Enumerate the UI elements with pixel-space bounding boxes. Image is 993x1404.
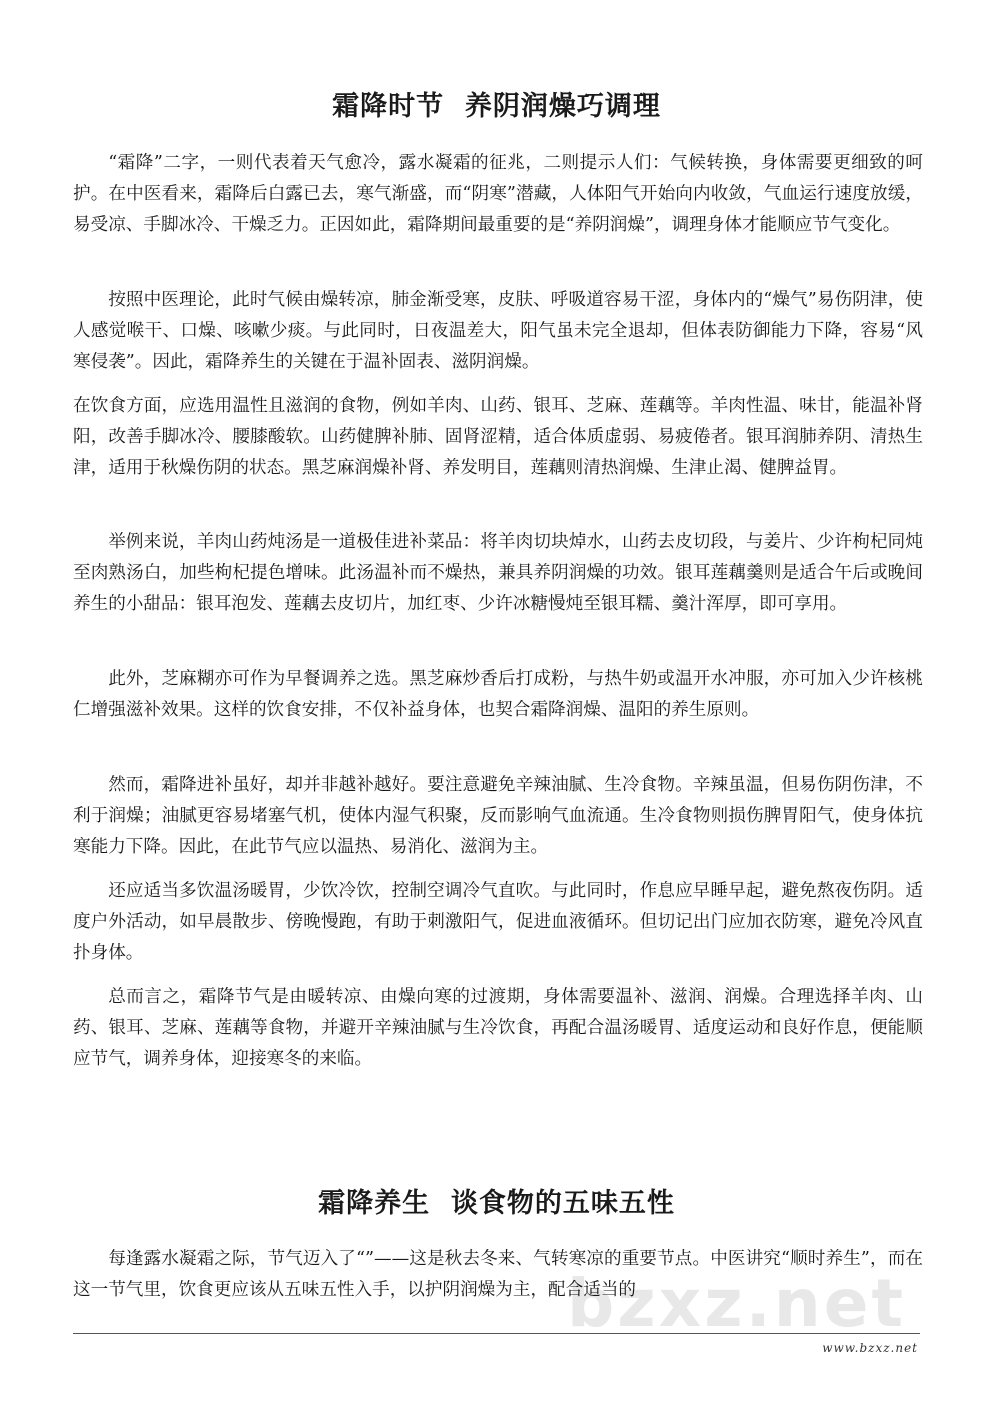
article-paragraph: 然而，霜降进补虽好，却并非越补越好。要注意避免辛辣油腻、生冷食物。辛辣虽温，但易伤阴伤津，不利于润燥；油腻更容易堵塞气机，使体内湿气积聚，反而影响气血流通。生冷食物则损伤脾胃阳气，使身体抗寒能力下降。因此，在此节气应以温热、易消化、滋润为主。 [73,775,923,857]
article-paragraph: 总而言之，霜降节气是由暖转凉、由燥向寒的过渡期，身体需要温补、滋润、润燥。合理选择羊肉、山药、银耳、芝麻、莲藕等食物，并避开辛辣油腻与生冷饮食，再配合温汤暖胃、适度运动和良好作息，便能顺应节气，调养身体，迎接寒冬的来临。 [73,987,923,1069]
article-paragraph: “霜降”二字，一则代表着天气愈冷，露水凝霜的征兆，二则提示人们：气候转换，身体需要更细致的呵护。在中医看来，霜降后白露已去，寒气渐盛，而“阴寒”潜藏，人体阳气开始向内收敛，气血运行速度放缓，易受凉、手脚冰冷、干燥乏力。正因如此，霜降期间最重要的是“养阴润燥”，调理身体才能顺应节气变化。 [73,153,923,235]
article-paragraph: 在饮食方面，应选用温性且滋润的食物，例如羊肉、山药、银耳、芝麻、莲藕等。羊肉性温、味甘，能温补肾阳，改善手脚冰冷、腰膝酸软。山药健脾补肺、固肾涩精，适合体质虚弱、易疲倦者。银耳润肺养阴、清热生津，适用于秋燥伤阴的状态。黑芝麻润燥补肾、养发明目，莲藕则清热润燥、生津止渴、健脾益胃。 [73,396,923,478]
article-paragraph: 举例来说，羊肉山药炖汤是一道极佳进补菜品：将羊肉切块焯水，山药去皮切段，与姜片、少许枸杞同炖至肉熟汤白，加些枸杞提色增味。此汤温补而不燥热，兼具养阴润燥的功效。银耳莲藕羹则是适合午后或晚间养生的小甜品：银耳泡发、莲藕去皮切片，加红枣、少许冰糖慢炖至银耳糯、羹汁浑厚，即可享用。 [73,532,923,614]
article-title-2: 霜降养生 谈食物的五味五性 [318,1188,675,1219]
article-title: 霜降时节 养阴润燥巧调理 [332,91,661,122]
article-paragraph: 每逢露水凝霜之际，节气迈入了“”——这是秋去冬来、气转寒凉的重要节点。中医讲究“顺时养生”，而在这一节气里，饮食更应该从五味五性入手，以护阴润燥为主，配合适当的 [73,1249,923,1300]
article-paragraph: 此外，芝麻糊亦可作为早餐调养之选。黑芝麻炒香后打成粉，与热牛奶或温开水冲服，亦可加入少许核桃仁增强滋补效果。这样的饮食安排，不仅补益身体，也契合霜降润燥、温阳的养生原则。 [73,669,923,720]
article-paragraph: 还应适当多饮温汤暖胃，少饮冷饮，控制空调冷气直吹。与此同时，作息应早睡早起，避免熬夜伤阴。适度户外活动，如早晨散步、傍晚慢跑，有助于刺激阳气，促进血液循环。但切记出门应加衣防寒，避免冷风直扑身体。 [73,881,923,963]
article-paragraph: 按照中医理论，此时气候由燥转凉，肺金渐受寒，皮肤、呼吸道容易干涩，身体内的“燥气”易伤阴津，使人感觉喉干、口燥、咳嗽少痰。与此同时，日夜温差大，阳气虽未完全退却，但体表防御能力下降，容易“风寒侵袭”。因此，霜降养生的关键在于温补固表、滋阴润燥。 [73,290,923,372]
watermark-logo: bzxz.net [567,1265,907,1342]
footer-url[interactable]: www.bzxz.net [822,1341,918,1355]
footer-divider [73,1333,920,1334]
